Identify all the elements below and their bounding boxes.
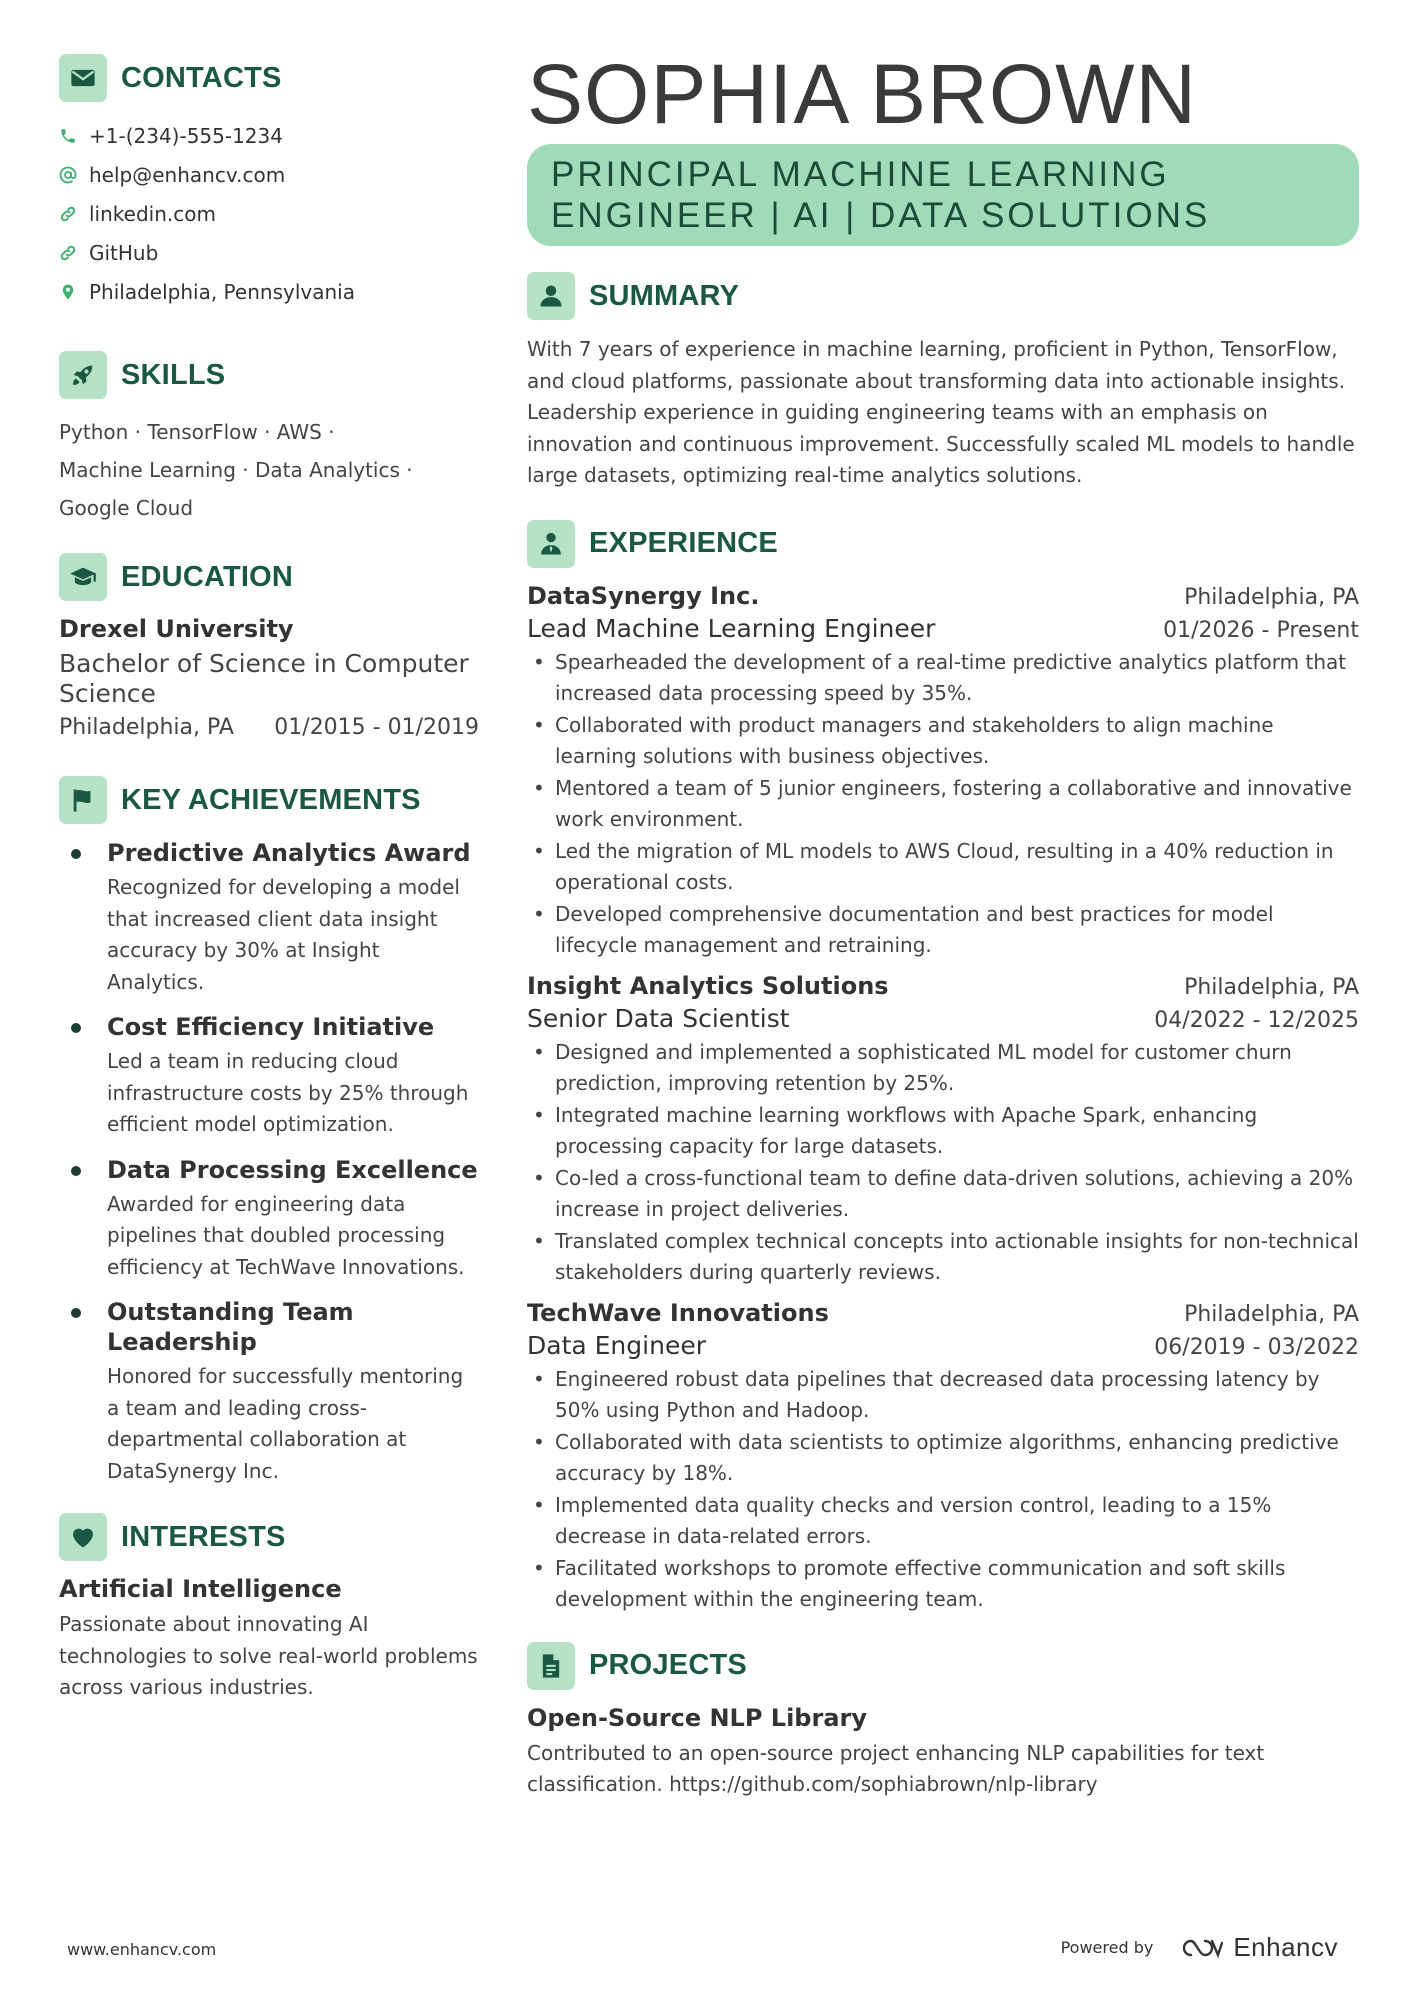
enhancv-logo[interactable]	[1177, 1932, 1338, 1963]
at-icon	[59, 166, 77, 184]
summary-title: SUMMARY	[589, 279, 740, 312]
interest-title: Artificial Intelligence	[59, 1575, 342, 1603]
job-dates: 01/2026 - Present	[1163, 617, 1359, 643]
job-role: Lead Machine Learning Engineer	[527, 613, 936, 643]
achievements-title: KEY ACHIEVEMENTS	[121, 783, 421, 816]
skills-title: SKILLS	[121, 358, 226, 391]
flag-icon	[59, 776, 107, 824]
job-bullet: • Collaborated with data scientists to optimize algorithms, enhancing predictive accuracy by 18%.	[527, 1427, 1359, 1490]
job-title-line: ENGINEER | AI | DATA SOLUTIONS	[551, 196, 1211, 235]
job-location: Philadelphia, PA	[1184, 584, 1359, 610]
education-location: Philadelphia, PA	[59, 715, 234, 740]
achievement-title: Predictive Analytics Award	[107, 839, 471, 867]
contact-location-text: Philadelphia, Pennsylvania	[89, 279, 355, 304]
achievement-item	[59, 838, 479, 998]
achievement-desc: Awarded for engineering data pipelines that doubled processing efficiency at TechWave Innovations.	[107, 1191, 465, 1279]
job-bullet: • Developed comprehensive documentation and best practices for model lifecycle management and retraining.	[527, 899, 1359, 962]
skills-line: Google Cloud	[59, 496, 194, 520]
skills-section	[59, 351, 479, 527]
bullet-dot	[71, 1023, 81, 1033]
job-bullet: • Translated complex technical concepts into actionable insights for non-technical stakeholders during quarterly reviews.	[527, 1226, 1359, 1289]
contact-phone[interactable]	[59, 116, 479, 155]
contact-location	[59, 272, 479, 311]
left-column	[59, 54, 479, 1704]
achievement-title: Data Processing Excellence	[107, 1155, 478, 1184]
job-company: TechWave Innovations	[527, 1298, 829, 1327]
experience-header	[527, 520, 1359, 568]
education-dates: 01/2015 - 01/2019	[274, 715, 479, 740]
right-column	[527, 47, 1359, 1801]
graduation-cap-icon	[59, 553, 107, 601]
project-title: Open-Source NLP Library	[527, 1703, 867, 1732]
job-entry	[527, 972, 1359, 1289]
contact-linkedin-text: linkedin.com	[89, 201, 216, 226]
achievement-title: Outstanding Team Leadership	[107, 1298, 354, 1356]
projects-section	[527, 1642, 1359, 1801]
job-bullet: • Co-led a cross-functional team to define data-driven solutions, achieving a 20% increase in project deliveries.	[527, 1163, 1359, 1226]
enhancv-logo-text: Enhancv	[1233, 1932, 1338, 1962]
achievements-header	[59, 776, 479, 824]
job-entry	[527, 1299, 1359, 1616]
rocket-icon	[59, 351, 107, 399]
interests-header	[59, 1513, 479, 1561]
achievement-desc: Honored for successfully mentoring a team and leading cross-departmental collaboration at DataSynergy Inc.	[107, 1364, 464, 1483]
briefcase-user-icon	[527, 520, 575, 568]
contact-github[interactable]	[59, 233, 479, 272]
job-bullet: • Implemented data quality checks and version control, leading to a 15% decrease in data-related errors.	[527, 1490, 1359, 1553]
job-entry	[527, 582, 1359, 962]
envelope-icon	[59, 54, 107, 102]
summary-text: With 7 years of experience in machine learning, proficient in Python, TensorFlow, and cloud platforms, passionate about transforming data into actionable insights. Leadership experience in guiding engineering teams with an emphasis on innovation and continuous improvement. Successfully scaled ML models to handle large datasets, optimizing real-time analytics solutions.	[527, 337, 1355, 487]
skills-line: Machine Learning · Data Analytics ·	[59, 458, 413, 482]
projects-header	[527, 1642, 1359, 1690]
education-degree: Bachelor of Science in Computer Science	[59, 649, 469, 708]
contact-email-text: help@enhancv.com	[89, 162, 286, 187]
contact-linkedin[interactable]	[59, 194, 479, 233]
job-role: Data Engineer	[527, 1330, 706, 1360]
achievement-item	[59, 1297, 479, 1487]
link-icon	[59, 244, 77, 262]
job-dates: 04/2022 - 12/2025	[1154, 1007, 1359, 1033]
contacts-section	[59, 54, 479, 311]
projects-title: PROJECTS	[589, 1649, 747, 1681]
job-bullet: • Mentored a team of 5 junior engineers, fostering a collaborative and innovative work environment.	[527, 773, 1359, 836]
interest-desc: Passionate about innovating AI technologies to solve real-world problems across various industries.	[59, 1612, 478, 1699]
job-bullets	[527, 1037, 1359, 1289]
education-title: EDUCATION	[121, 560, 294, 593]
contact-email[interactable]	[59, 155, 479, 194]
bullet-dot	[71, 849, 81, 859]
education-school: Drexel University	[59, 615, 294, 643]
map-pin-icon	[59, 283, 77, 301]
education-header	[59, 553, 479, 601]
enhancv-logo-icon	[1177, 1935, 1223, 1961]
job-bullets	[527, 1364, 1359, 1616]
experience-section	[527, 520, 1359, 1616]
achievement-title: Cost Efficiency Initiative	[107, 1013, 435, 1041]
job-bullet: • Led the migration of ML models to AWS Cloud, resulting in a 40% reduction in operational costs.	[527, 836, 1359, 899]
experience-title: EXPERIENCE	[589, 527, 778, 559]
skills-header	[59, 351, 479, 399]
user-icon	[527, 272, 575, 320]
contact-github-text: GitHub	[89, 240, 159, 265]
phone-icon	[59, 127, 77, 145]
education-section	[59, 553, 479, 740]
achievements-section	[59, 776, 479, 1487]
candidate-name: SOPHIA BROWN	[527, 47, 1198, 141]
skills-line: Python · TensorFlow · AWS ·	[59, 420, 335, 444]
job-dates: 06/2019 - 03/2022	[1154, 1334, 1359, 1360]
job-bullets	[527, 647, 1359, 962]
contacts-title: CONTACTS	[121, 61, 282, 94]
job-company: Insight Analytics Solutions	[527, 971, 889, 1000]
powered-by-label: Powered by	[1060, 1938, 1154, 1957]
footer-website[interactable]: www.enhancv.com	[67, 1940, 217, 1959]
job-bullet: • Engineered robust data pipelines that decreased data processing latency by 50% using Python and Hadoop.	[527, 1364, 1359, 1427]
link-icon	[59, 205, 77, 223]
job-title-banner	[527, 144, 1359, 246]
job-location: Philadelphia, PA	[1184, 1301, 1359, 1327]
interests-title: INTERESTS	[121, 1520, 286, 1553]
heart-icon	[59, 1513, 107, 1561]
contacts-header	[59, 54, 479, 102]
summary-header	[527, 272, 1359, 320]
job-title-line: PRINCIPAL MACHINE LEARNING	[551, 155, 1170, 194]
skills-list	[59, 413, 479, 527]
job-company: DataSynergy Inc.	[527, 581, 760, 610]
job-role: Senior Data Scientist	[527, 1003, 790, 1033]
job-bullet: • Collaborated with product managers and stakeholders to align machine learning solutions with business objectives.	[527, 710, 1359, 773]
document-icon	[527, 1642, 575, 1690]
job-bullet: • Integrated machine learning workflows with Apache Spark, enhancing processing capacity for large datasets.	[527, 1100, 1359, 1163]
summary-section	[527, 272, 1359, 492]
job-bullet: • Facilitated workshops to promote effective communication and soft skills development within the engineering team.	[527, 1553, 1359, 1616]
contact-phone-text: +1-(234)-555-1234	[89, 123, 283, 148]
achievement-item	[59, 1012, 479, 1141]
interests-section	[59, 1513, 479, 1704]
footer-branding	[1061, 1932, 1338, 1963]
bullet-dot	[71, 1308, 81, 1318]
achievement-desc: Led a team in reducing cloud infrastructure costs by 25% through efficient model optimization.	[107, 1049, 469, 1136]
education-meta	[59, 715, 479, 740]
bullet-dot	[71, 1166, 81, 1176]
achievement-desc: Recognized for developing a model that increased client data insight accuracy by 30% at Insight Analytics.	[107, 875, 460, 994]
achievement-item	[59, 1155, 479, 1284]
job-location: Philadelphia, PA	[1184, 974, 1359, 1000]
job-bullet: • Spearheaded the development of a real-time predictive analytics platform that increased data processing speed by 35%.	[527, 647, 1359, 710]
job-bullet: • Designed and implemented a sophisticated ML model for customer churn prediction, improving retention by 25%.	[527, 1037, 1359, 1100]
project-desc: Contributed to an open-source project enhancing NLP capabilities for text classification. https://github.com/sophiabrown/nlp-library	[527, 1740, 1265, 1796]
